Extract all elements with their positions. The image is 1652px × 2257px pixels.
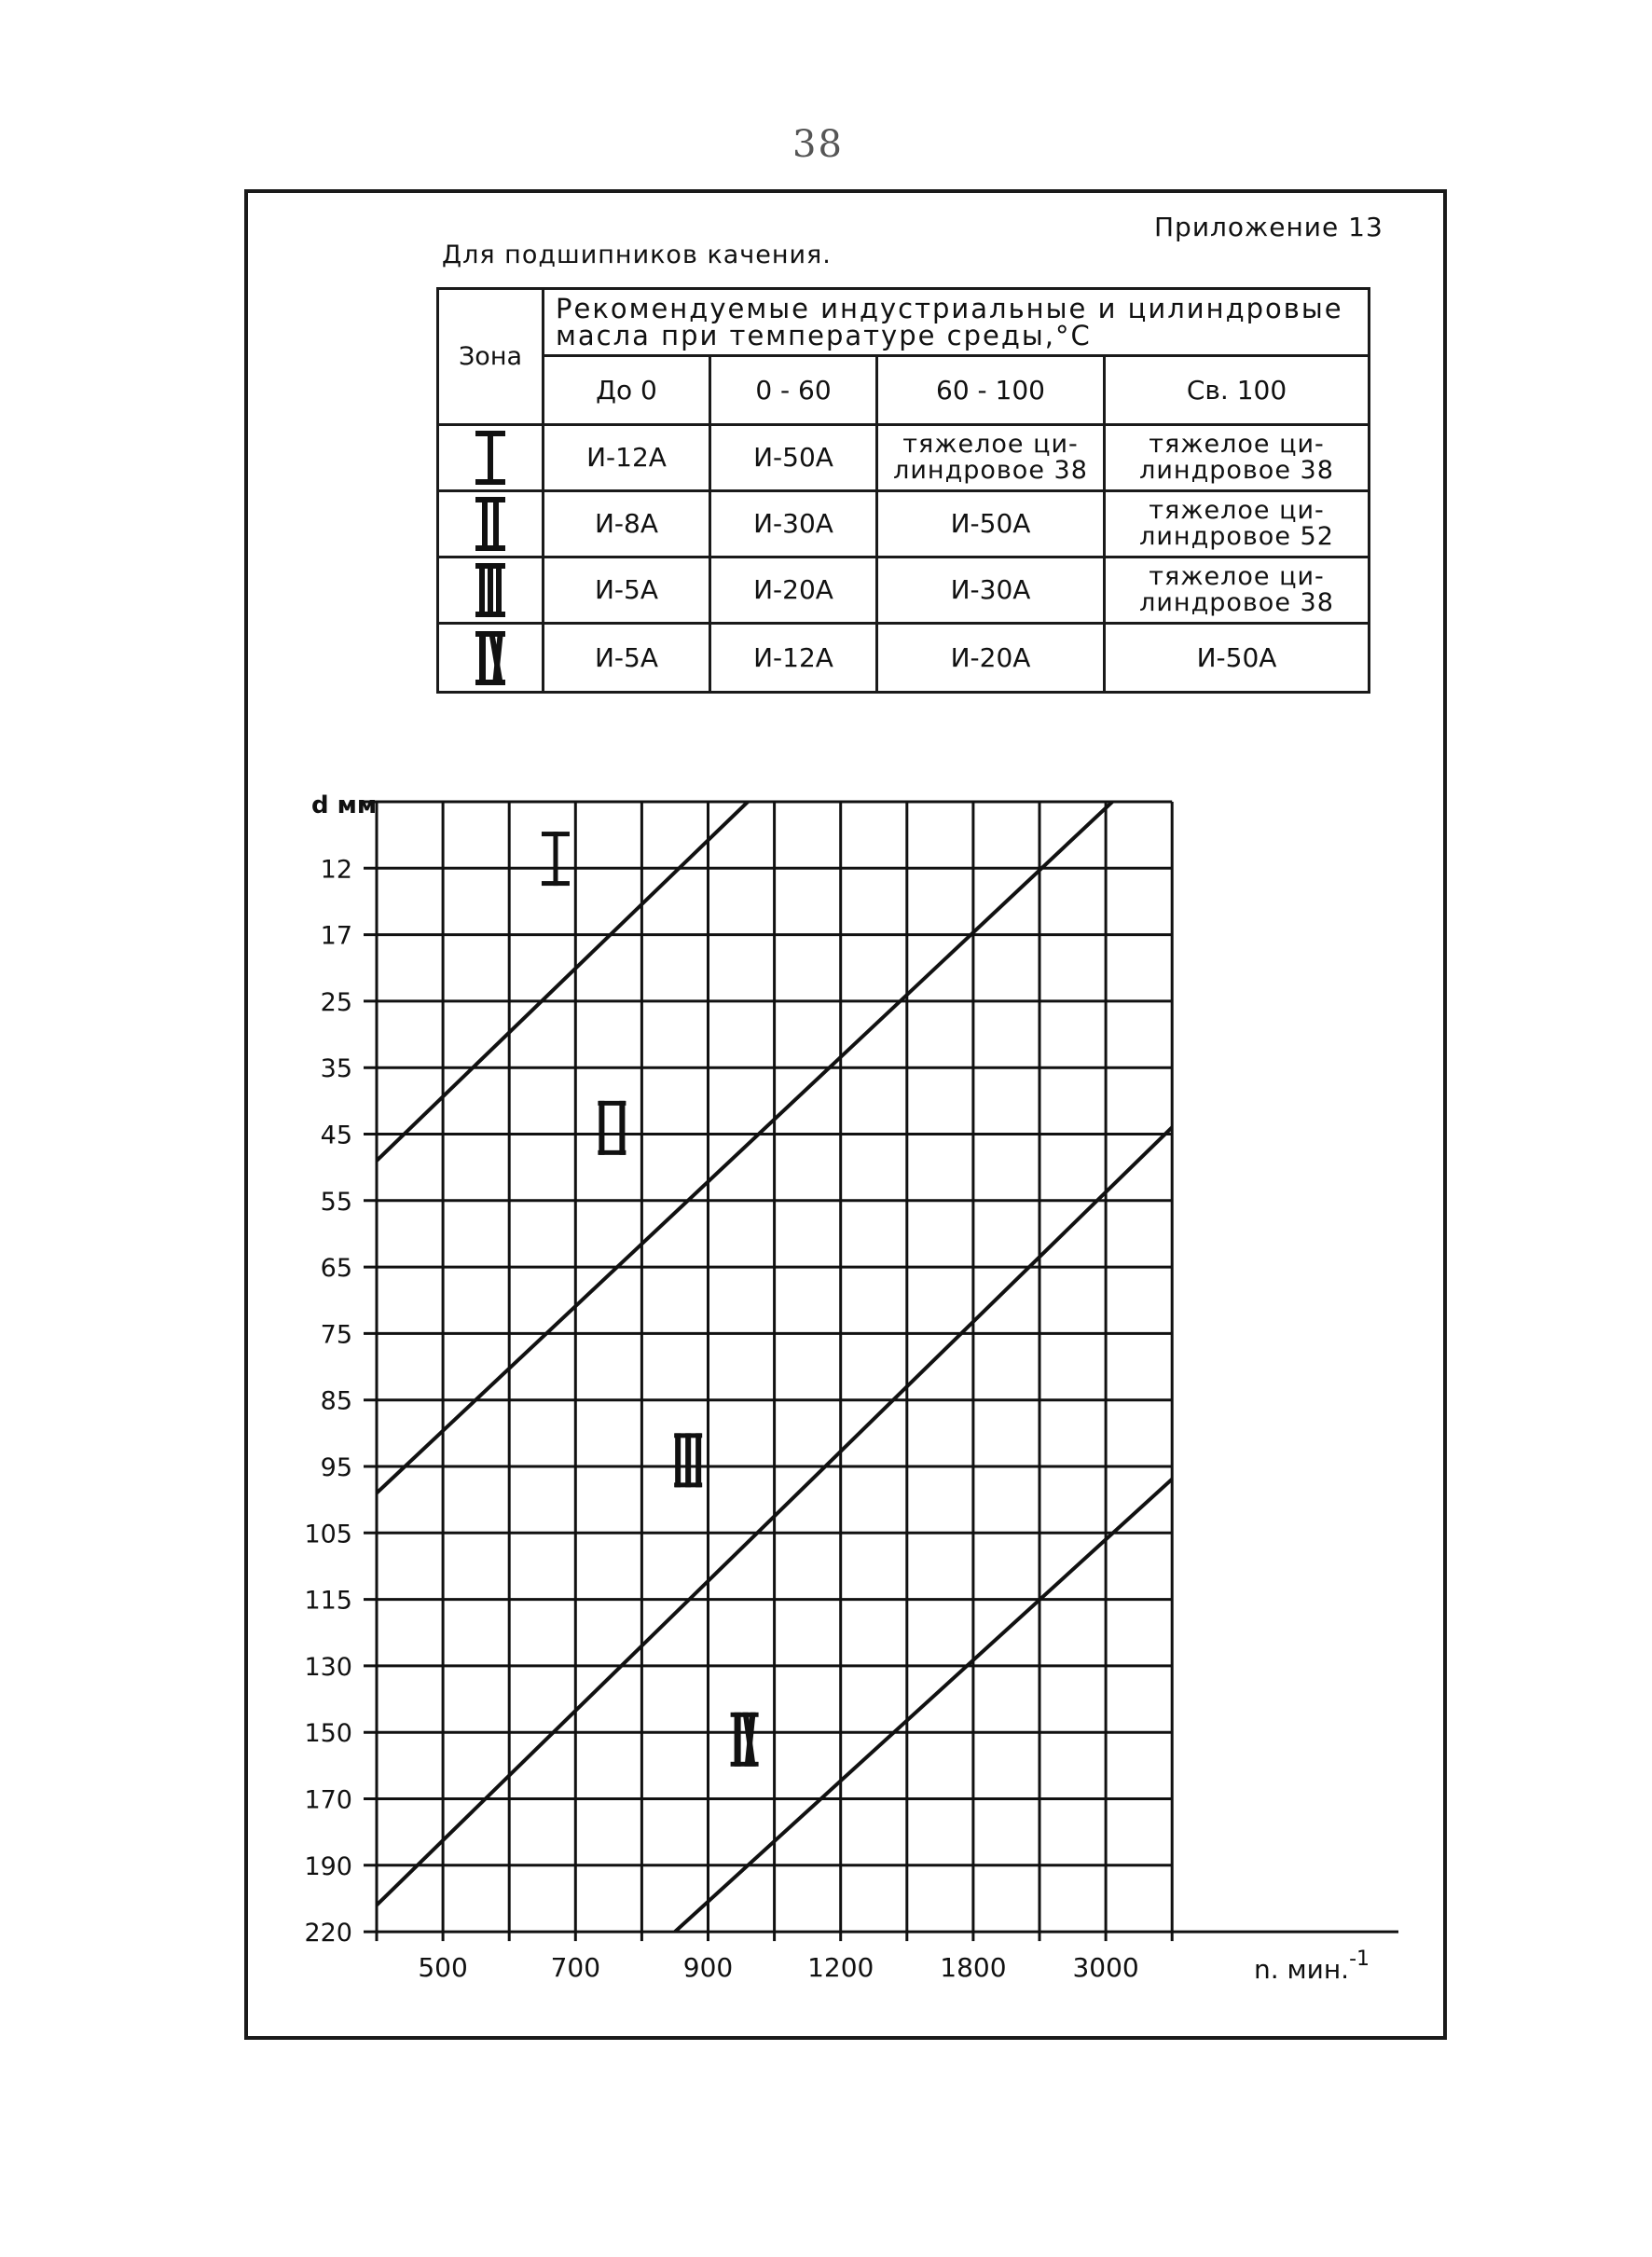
page-number: 38 [792,123,844,166]
y-tick-label: 75 [320,1320,352,1350]
zone-boundary-lines [377,802,1178,1932]
oil-cell: И-50А [877,491,1105,557]
y-tick-label: 220 [304,1919,352,1948]
oil-cell: тяжелое ци- линдровое 38 [877,425,1105,491]
x-tick-label: 1200 [807,1952,874,1984]
table-caption: Для подшипников качения. [442,241,832,269]
y-tick-label: 55 [320,1187,352,1217]
y-tick-label: 25 [320,987,352,1017]
temp-range-header: 0 - 60 [710,356,877,425]
temp-range-header: 60 - 100 [877,356,1105,425]
x-tick-label: 1800 [940,1952,1007,1984]
zone-boundary-line [377,802,1112,1493]
oil-cell: И-5А [544,557,710,624]
oil-cell: И-30А [877,557,1105,624]
x-axis-label: n. мин.$^{-1}$ [1254,1947,1370,1986]
oil-cell: И-8А [544,491,710,557]
zone-label-iii [674,1433,702,1487]
y-tick-label: 12 [320,855,352,885]
y-tick-label: 105 [304,1520,352,1549]
y-tick-label: 35 [320,1054,352,1084]
zone-label-i [542,832,570,886]
x-tick-label: 3000 [1072,1952,1139,1984]
temp-range-header: До 0 [544,356,710,425]
zone-label-iv [731,1713,759,1767]
y-tick-label: 150 [304,1719,352,1749]
oil-cell: И-12А [710,624,877,693]
oil-cell: И-30А [710,491,877,557]
oil-cell: И-20А [877,624,1105,693]
chart-grid [364,802,1398,1941]
y-tick-label: 45 [320,1121,352,1150]
y-axis-label: d мм [311,791,378,819]
zone-label-ii [598,1101,626,1155]
x-tick-label: 500 [418,1952,468,1984]
oil-group-header: Рекомендуемые индустриальные и цилиндровые масла при температуре среды,°С [544,289,1370,356]
y-tick-label: 65 [320,1254,352,1284]
y-tick-label: 17 [320,921,352,951]
oil-cell: И-12А [544,425,710,491]
zone-boundary-line [377,1121,1178,1905]
appendix-label: Приложение 13 [1154,212,1384,242]
y-tick-label: 85 [320,1386,352,1416]
oil-cell: И-50А [1105,624,1370,693]
oil-cell: И-50А [710,425,877,491]
oil-cell: И-20А [710,557,877,624]
y-tick-label: 130 [304,1652,352,1682]
oil-cell: И-5А [544,624,710,693]
x-tick-label: 700 [550,1952,601,1984]
x-tick-label: 900 [682,1952,734,1984]
temp-range-header: Св. 100 [1105,356,1370,425]
oil-cell: тяжелое ци- линдровое 38 [1105,557,1370,624]
chart-axis-labels [304,791,1370,1985]
zone-boundary-line [377,802,748,1161]
y-tick-label: 170 [304,1785,352,1815]
oil-cell: тяжелое ци- линдровое 38 [1105,425,1370,491]
y-tick-label: 115 [304,1586,352,1616]
oil-cell: тяжелое ци- линдровое 52 [1105,491,1370,557]
y-tick-label: 190 [304,1851,352,1881]
zone-header: Зона [438,289,544,425]
y-tick-label: 95 [320,1453,352,1482]
